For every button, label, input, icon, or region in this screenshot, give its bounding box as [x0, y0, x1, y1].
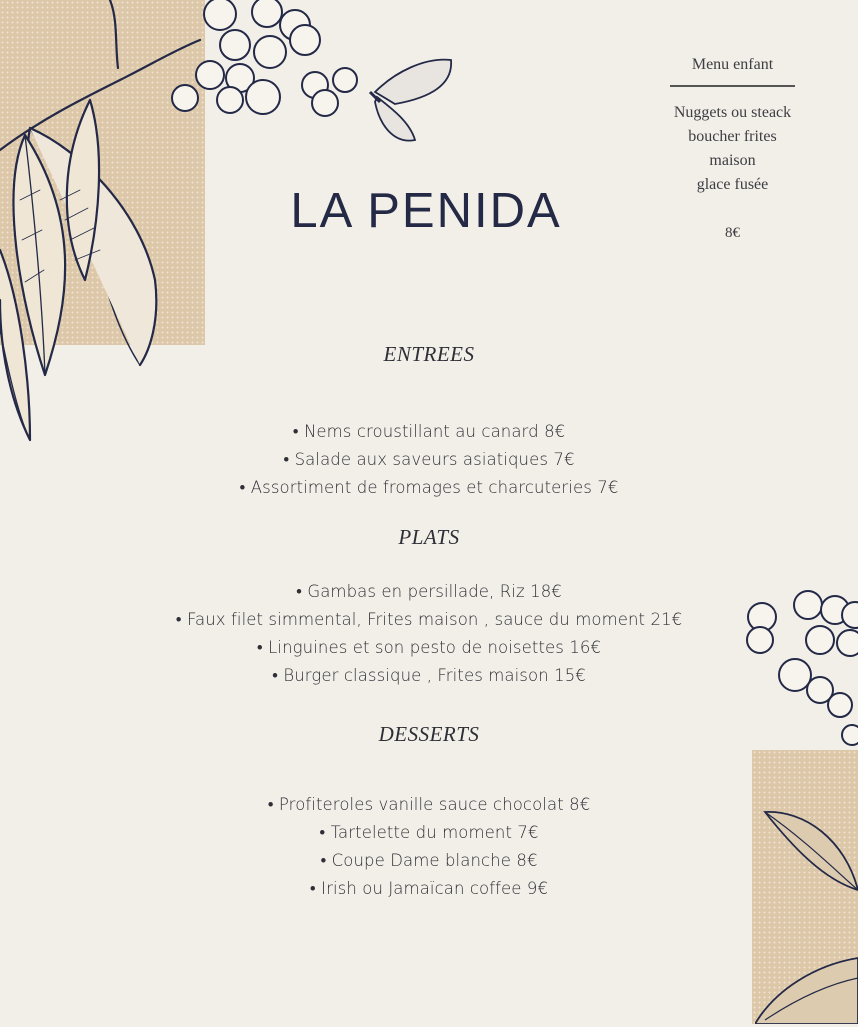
kids-menu-line: boucher frites — [688, 128, 777, 145]
menu-item: • Faux filet simmental, Frites maison , sauce du moment 21€ — [175, 610, 683, 629]
menu-item: • Assortiment de fromages et charcuteries 7€ — [239, 478, 619, 497]
menu-item: • Irish ou Jamaïcan coffee 9€ — [309, 879, 549, 898]
menu-item: • Nems croustillant au canard 8€ — [292, 422, 566, 441]
menu-item: • Coupe Dame blanche 8€ — [320, 851, 538, 870]
kids-menu-line: maison — [709, 152, 756, 169]
kids-menu-divider — [670, 85, 795, 87]
menu-item: • Gambas en persillade, Riz 18€ — [296, 582, 562, 601]
section-title: ENTREES — [383, 342, 475, 366]
kids-menu-line: glace fusée — [696, 176, 769, 193]
stamp-background-top-left — [0, 0, 205, 345]
menu-item: • Tartelette du moment 7€ — [319, 823, 539, 842]
menu-item: • Salade aux saveurs asiatiques 7€ — [283, 450, 575, 469]
menu-item: • Profiteroles vanille sauce chocolat 8€ — [267, 795, 591, 814]
section-plats — [0, 525, 858, 690]
restaurant-name: LA PENIDA — [290, 184, 562, 238]
section-desserts — [0, 722, 858, 903]
kids-menu-price: 8€ — [725, 225, 740, 241]
section-title: DESSERTS — [378, 722, 480, 746]
section-title: PLATS — [398, 525, 460, 549]
section-entrees — [0, 342, 858, 502]
kids-menu-title: Menu enfant — [691, 56, 774, 73]
kids-menu-line: Nuggets ou steack — [673, 104, 792, 121]
kids-menu — [655, 54, 810, 244]
menu-item: • Burger classique , Frites maison 15€ — [272, 666, 586, 685]
menu-item: • Linguines et son pesto de noisettes 16€ — [256, 638, 602, 657]
butterfly-icon — [355, 52, 455, 147]
